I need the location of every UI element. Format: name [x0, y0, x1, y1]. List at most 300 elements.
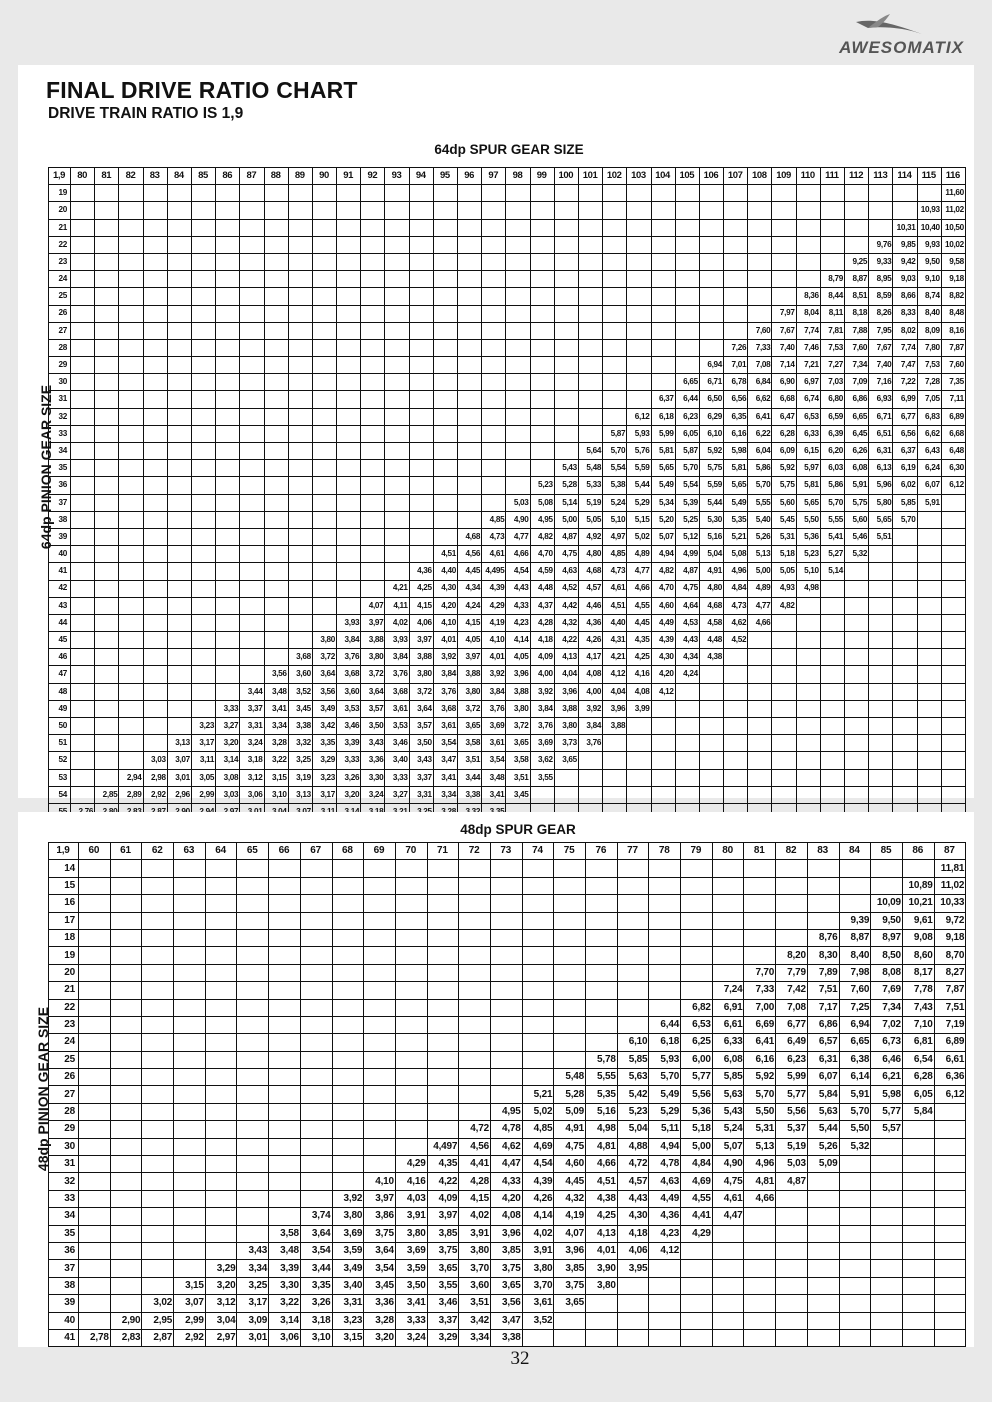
ratio-cell: 6,33: [712, 1034, 744, 1051]
empty-cell: [71, 408, 95, 425]
ratio-cell: 6,03: [820, 460, 844, 477]
empty-cell: [807, 877, 839, 894]
pinion-label-cell: 22: [49, 236, 71, 253]
empty-cell: [337, 202, 361, 219]
empty-cell: [409, 236, 433, 253]
ratio-cell: 4,22: [427, 1173, 459, 1190]
ratio-cell: 5,60: [845, 511, 869, 528]
empty-cell: [79, 1242, 111, 1259]
ratio-cell: 4,28: [459, 1173, 491, 1190]
empty-cell: [79, 860, 111, 877]
ratio-cell: 8,70: [934, 947, 966, 964]
empty-cell: [395, 1086, 427, 1103]
empty-cell: [337, 271, 361, 288]
empty-cell: [167, 511, 191, 528]
ratio-cell: 4,58: [699, 614, 723, 631]
empty-cell: [361, 219, 385, 236]
ratio-cell: 5,91: [845, 477, 869, 494]
empty-cell: [433, 305, 457, 322]
ratio-cell: 3,35: [300, 1277, 332, 1294]
ratio-cell: 5,05: [772, 563, 796, 580]
empty-cell: [522, 929, 554, 946]
ratio-cell: 4,08: [578, 666, 602, 683]
pinion-label-cell: 32: [49, 408, 71, 425]
ratio-cell: 6,39: [820, 425, 844, 442]
empty-cell: [578, 185, 602, 202]
empty-cell: [744, 947, 776, 964]
ratio-cell: 3,65: [427, 1260, 459, 1277]
empty-cell: [796, 769, 820, 786]
empty-cell: [312, 528, 336, 545]
empty-cell: [205, 1190, 237, 1207]
ratio-cell: 7,01: [724, 357, 748, 374]
empty-cell: [337, 494, 361, 511]
empty-cell: [820, 632, 844, 649]
empty-cell: [167, 288, 191, 305]
empty-cell: [205, 1034, 237, 1051]
ratio-cell: 3,46: [337, 718, 361, 735]
ratio-cell: 8,11: [820, 305, 844, 322]
empty-cell: [240, 374, 264, 391]
empty-cell: [845, 666, 869, 683]
empty-cell: [395, 999, 427, 1016]
empty-cell: [191, 202, 215, 219]
empty-cell: [651, 271, 675, 288]
empty-cell: [95, 546, 119, 563]
table-row: [49, 1016, 966, 1033]
empty-cell: [699, 339, 723, 356]
empty-cell: [143, 580, 167, 597]
empty-cell: [264, 546, 288, 563]
empty-cell: [917, 546, 941, 563]
ratio-cell: 4,31: [603, 632, 627, 649]
empty-cell: [796, 735, 820, 752]
empty-cell: [312, 494, 336, 511]
empty-cell: [95, 322, 119, 339]
table-row: [49, 735, 966, 752]
pinion-label-cell: 25: [49, 288, 71, 305]
ratio-cell: 8,59: [869, 288, 893, 305]
ratio-cell: 6,31: [807, 1051, 839, 1068]
empty-cell: [586, 1312, 618, 1329]
empty-cell: [143, 511, 167, 528]
empty-cell: [385, 339, 409, 356]
empty-cell: [143, 236, 167, 253]
ratio-cell: 6,44: [675, 391, 699, 408]
empty-cell: [240, 528, 264, 545]
empty-cell: [216, 202, 240, 219]
ratio-cell: 3,33: [216, 700, 240, 717]
spur-header-cell: 82: [776, 843, 808, 860]
spur-header-cell: 81: [95, 168, 119, 185]
empty-cell: [205, 1225, 237, 1242]
empty-cell: [748, 769, 772, 786]
pinion-label-cell: 46: [49, 649, 71, 666]
empty-cell: [651, 700, 675, 717]
ratio-cell: 3,01: [167, 769, 191, 786]
empty-cell: [191, 632, 215, 649]
ratio-cell: 5,13: [744, 1138, 776, 1155]
pinion-label-cell: 51: [49, 735, 71, 752]
empty-cell: [312, 425, 336, 442]
pinion-label-cell: 30: [49, 1138, 79, 1155]
ratio-cell: 7,40: [869, 357, 893, 374]
empty-cell: [332, 1016, 364, 1033]
empty-cell: [458, 236, 482, 253]
empty-cell: [796, 683, 820, 700]
ratio-cell: 4,10: [482, 632, 506, 649]
empty-cell: [902, 1277, 934, 1294]
empty-cell: [174, 1208, 206, 1225]
pinion-label-cell: 47: [49, 666, 71, 683]
empty-cell: [871, 860, 903, 877]
empty-cell: [627, 786, 651, 803]
ratio-cell: 4,21: [603, 649, 627, 666]
empty-cell: [744, 877, 776, 894]
empty-cell: [586, 1295, 618, 1312]
ratio-cell: 5,04: [699, 546, 723, 563]
ratio-cell: 11,02: [941, 202, 965, 219]
empty-cell: [312, 511, 336, 528]
empty-cell: [269, 860, 301, 877]
ratio-cell: 4,12: [649, 1242, 681, 1259]
ratio-cell: 3,56: [312, 683, 336, 700]
empty-cell: [458, 494, 482, 511]
empty-cell: [871, 1295, 903, 1312]
table-48dp-side-label: 48dp PINION GEAR SIZE: [35, 1006, 51, 1172]
spur-header-cell: 95: [433, 168, 457, 185]
ratio-cell: 9,72: [934, 912, 966, 929]
empty-cell: [288, 443, 312, 460]
empty-cell: [191, 666, 215, 683]
ratio-cell: 3,31: [240, 718, 264, 735]
empty-cell: [649, 964, 681, 981]
empty-cell: [506, 288, 530, 305]
ratio-cell: 5,77: [681, 1069, 713, 1086]
spur-header-cell: 63: [174, 843, 206, 860]
ratio-cell: 3,26: [300, 1295, 332, 1312]
ratio-cell: 4,10: [364, 1173, 396, 1190]
ratio-cell: 3,72: [312, 649, 336, 666]
empty-cell: [744, 912, 776, 929]
empty-cell: [409, 528, 433, 545]
ratio-cell: 3,15: [332, 1329, 364, 1346]
empty-cell: [772, 185, 796, 202]
empty-cell: [530, 339, 554, 356]
empty-cell: [312, 546, 336, 563]
empty-cell: [143, 683, 167, 700]
spur-header-cell: 83: [807, 843, 839, 860]
ratio-cell: 6,99: [893, 391, 917, 408]
ratio-cell: 6,68: [941, 425, 965, 442]
ratio-cell: 3,92: [332, 1190, 364, 1207]
ratio-cell: 4,94: [649, 1138, 681, 1155]
empty-cell: [675, 219, 699, 236]
empty-cell: [917, 563, 941, 580]
empty-cell: [772, 786, 796, 803]
ratio-cell: 3,02: [142, 1295, 174, 1312]
empty-cell: [845, 700, 869, 717]
ratio-cell: 4,95: [490, 1103, 522, 1120]
ratio-cell: 8,20: [776, 947, 808, 964]
empty-cell: [530, 202, 554, 219]
empty-cell: [71, 305, 95, 322]
table-row: [49, 408, 966, 425]
ratio-cell: 4,91: [554, 1121, 586, 1138]
ratio-cell: 6,18: [649, 1034, 681, 1051]
ratio-cell: 4,03: [395, 1190, 427, 1207]
empty-cell: [216, 666, 240, 683]
empty-cell: [395, 1069, 427, 1086]
ratio-cell: 6,35: [724, 408, 748, 425]
empty-cell: [237, 1069, 269, 1086]
empty-cell: [191, 391, 215, 408]
empty-cell: [917, 683, 941, 700]
empty-cell: [332, 860, 364, 877]
ratio-cell: 3,30: [361, 769, 385, 786]
empty-cell: [458, 339, 482, 356]
ratio-cell: 11,81: [934, 860, 966, 877]
empty-cell: [71, 460, 95, 477]
empty-cell: [586, 877, 618, 894]
ratio-cell: 5,23: [530, 477, 554, 494]
empty-cell: [871, 1329, 903, 1346]
ratio-cell: 3,68: [288, 649, 312, 666]
spur-header-cell: 85: [191, 168, 215, 185]
empty-cell: [675, 786, 699, 803]
empty-cell: [364, 1156, 396, 1173]
empty-cell: [142, 982, 174, 999]
empty-cell: [337, 374, 361, 391]
empty-cell: [586, 1034, 618, 1051]
ratio-cell: 4,85: [522, 1121, 554, 1138]
spur-header-cell: 98: [506, 168, 530, 185]
empty-cell: [337, 305, 361, 322]
empty-cell: [603, 408, 627, 425]
ratio-cell: 3,54: [300, 1242, 332, 1259]
empty-cell: [724, 322, 748, 339]
empty-cell: [264, 597, 288, 614]
empty-cell: [216, 511, 240, 528]
ratio-cell: 5,00: [681, 1138, 713, 1155]
ratio-cell: 3,62: [530, 752, 554, 769]
empty-cell: [361, 425, 385, 442]
empty-cell: [530, 322, 554, 339]
empty-cell: [216, 425, 240, 442]
empty-cell: [776, 912, 808, 929]
empty-cell: [409, 391, 433, 408]
empty-cell: [902, 860, 934, 877]
ratio-cell: 3,43: [409, 752, 433, 769]
ratio-cell: 4,52: [724, 632, 748, 649]
ratio-cell: 6,28: [772, 425, 796, 442]
ratio-cell: 3,34: [459, 1329, 491, 1346]
ratio-cell: 4,64: [675, 597, 699, 614]
ratio-cell: 9,50: [871, 912, 903, 929]
empty-cell: [433, 339, 457, 356]
ratio-cell: 4,17: [578, 649, 602, 666]
table-row: [49, 1173, 966, 1190]
spur-header-cell: 101: [578, 168, 602, 185]
empty-cell: [174, 1138, 206, 1155]
pinion-label-cell: 39: [49, 528, 71, 545]
empty-cell: [79, 1051, 111, 1068]
ratio-cell: 3,33: [385, 769, 409, 786]
ratio-cell: 3,24: [240, 735, 264, 752]
empty-cell: [167, 477, 191, 494]
ratio-cell: 3,09: [237, 1312, 269, 1329]
ratio-cell: 3,38: [490, 1329, 522, 1346]
empty-cell: [699, 700, 723, 717]
ratio-cell: 7,09: [845, 374, 869, 391]
empty-cell: [603, 322, 627, 339]
ratio-cell: 6,29: [699, 408, 723, 425]
empty-cell: [409, 305, 433, 322]
ratio-cell: 3,29: [205, 1260, 237, 1277]
empty-cell: [264, 322, 288, 339]
empty-cell: [395, 1103, 427, 1120]
ratio-cell: 3,75: [554, 1277, 586, 1294]
ratio-cell: 3,61: [385, 700, 409, 717]
empty-cell: [119, 632, 143, 649]
ratio-cell: 6,78: [724, 374, 748, 391]
ratio-cell: 5,50: [744, 1103, 776, 1120]
empty-cell: [482, 322, 506, 339]
ratio-cell: 3,85: [427, 1225, 459, 1242]
ratio-cell: 5,65: [869, 511, 893, 528]
empty-cell: [603, 305, 627, 322]
table-row: [49, 718, 966, 735]
ratio-cell: 3,48: [482, 769, 506, 786]
ratio-cell: 5,10: [796, 563, 820, 580]
empty-cell: [174, 860, 206, 877]
ratio-cell: 3,37: [409, 769, 433, 786]
ratio-cell: 6,73: [871, 1034, 903, 1051]
empty-cell: [522, 1329, 554, 1346]
ratio-cell: 4,13: [554, 649, 578, 666]
empty-cell: [205, 1086, 237, 1103]
empty-cell: [191, 271, 215, 288]
empty-cell: [748, 632, 772, 649]
spur-header-cell: 72: [459, 843, 491, 860]
empty-cell: [649, 947, 681, 964]
spur-header-cell: 113: [869, 168, 893, 185]
empty-cell: [240, 632, 264, 649]
empty-cell: [71, 528, 95, 545]
empty-cell: [409, 185, 433, 202]
table-row: [49, 1086, 966, 1103]
empty-cell: [893, 718, 917, 735]
ratio-cell: 6,77: [893, 408, 917, 425]
ratio-cell: 7,03: [820, 374, 844, 391]
empty-cell: [216, 563, 240, 580]
ratio-cell: 4,38: [586, 1190, 618, 1207]
empty-cell: [744, 1295, 776, 1312]
empty-cell: [796, 649, 820, 666]
empty-cell: [191, 597, 215, 614]
ratio-cell: 3,75: [364, 1225, 396, 1242]
ratio-cell: 3,69: [395, 1242, 427, 1259]
ratio-cell: 4,63: [649, 1173, 681, 1190]
ratio-cell: 4,35: [627, 632, 651, 649]
empty-cell: [459, 982, 491, 999]
ratio-cell: 3,15: [174, 1277, 206, 1294]
empty-cell: [174, 877, 206, 894]
empty-cell: [216, 185, 240, 202]
pinion-label-cell: 49: [49, 700, 71, 717]
empty-cell: [174, 1069, 206, 1086]
ratio-cell: 4,97: [603, 528, 627, 545]
empty-cell: [143, 649, 167, 666]
empty-cell: [941, 528, 965, 545]
empty-cell: [143, 374, 167, 391]
ratio-cell: 3,37: [427, 1312, 459, 1329]
ratio-cell: 5,15: [627, 511, 651, 528]
empty-cell: [871, 1242, 903, 1259]
empty-cell: [482, 460, 506, 477]
table-row: [49, 964, 966, 981]
spur-header-cell: 82: [119, 168, 143, 185]
ratio-cell: 5,09: [807, 1156, 839, 1173]
empty-cell: [216, 683, 240, 700]
ratio-cell: 4,61: [482, 546, 506, 563]
ratio-cell: 6,86: [807, 1016, 839, 1033]
empty-cell: [364, 1121, 396, 1138]
empty-cell: [433, 185, 457, 202]
empty-cell: [490, 999, 522, 1016]
ratio-cell: 3,22: [264, 752, 288, 769]
ratio-cell: 4,21: [385, 580, 409, 597]
empty-cell: [337, 357, 361, 374]
empty-cell: [95, 253, 119, 270]
empty-cell: [110, 1016, 142, 1033]
empty-cell: [506, 460, 530, 477]
empty-cell: [95, 649, 119, 666]
empty-cell: [167, 666, 191, 683]
empty-cell: [205, 1208, 237, 1225]
empty-cell: [95, 443, 119, 460]
empty-cell: [167, 580, 191, 597]
ratio-cell: 7,97: [772, 305, 796, 322]
ratio-cell: 8,40: [917, 305, 941, 322]
ratio-cell: 3,42: [459, 1312, 491, 1329]
empty-cell: [269, 982, 301, 999]
ratio-cell: 4,06: [409, 614, 433, 631]
empty-cell: [458, 219, 482, 236]
ratio-cell: 9,03: [893, 271, 917, 288]
ratio-cell: 5,27: [820, 546, 844, 563]
empty-cell: [95, 236, 119, 253]
table-64dp-title: 64dp SPUR GEAR SIZE: [434, 142, 584, 157]
ratio-cell: 5,21: [522, 1086, 554, 1103]
empty-cell: [269, 895, 301, 912]
ratio-cell: 4,32: [554, 1190, 586, 1207]
empty-cell: [110, 877, 142, 894]
empty-cell: [578, 374, 602, 391]
ratio-cell: 5,98: [871, 1086, 903, 1103]
table-row: [49, 929, 966, 946]
ratio-cell: 5,29: [649, 1103, 681, 1120]
empty-cell: [586, 999, 618, 1016]
empty-cell: [839, 1329, 871, 1346]
empty-cell: [902, 1190, 934, 1207]
empty-cell: [748, 219, 772, 236]
ratio-cell: 5,28: [554, 477, 578, 494]
table-64dp-side-label: 64dp PINION GEAR SIZE: [38, 384, 54, 550]
empty-cell: [871, 1225, 903, 1242]
ratio-cell: 3,38: [288, 718, 312, 735]
ratio-cell: 5,29: [627, 494, 651, 511]
